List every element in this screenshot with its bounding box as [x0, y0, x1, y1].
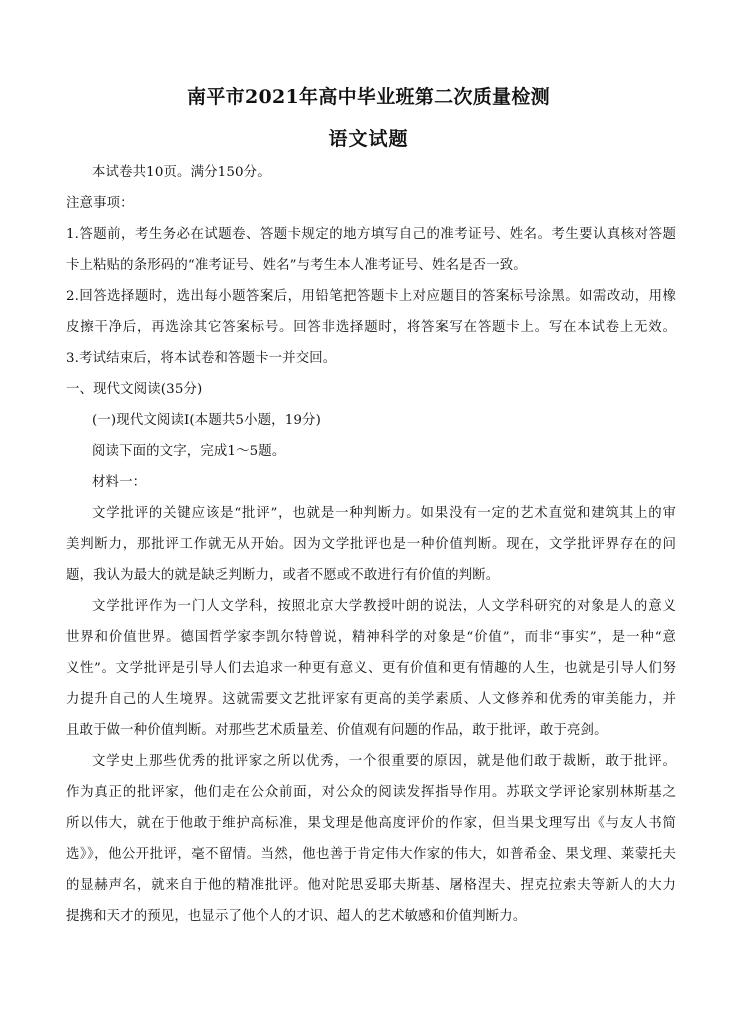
notice-line: 1.答题前，考生务必在试题卷、答题卡规定的地方填写自己的准考证号、姓名。考生要认真核对答题 — [66, 227, 676, 242]
paragraph-line: 文学批评作为一门人文学科，按照北京大学教授叶朗的说法，人文学科研究的对象是人的意义 — [92, 599, 676, 614]
paragraph-line: 且敢于做一种价值判断。对那些艺术质量差、价值观有问题的作品，敢于批评，敢于亮剑。 — [66, 723, 608, 738]
paragraph-line: 义性”。文学批评是引导人们去追求一种更有意义、更有价值和更有情趣的人生，也就是引导人们努 — [66, 661, 676, 676]
paragraph-line: 美判断力，那批评工作就无从开始。因为文学批评也是一种价值判断。现在，文学批评界存在的问 — [66, 537, 676, 552]
paragraph-line: 作为真正的批评家，他们走在公众前面，对公众的阅读发挥指导作用。苏联文学评论家别林斯基之 — [66, 785, 676, 800]
notice-line: 3.考试结束后，将本试卷和答题卡一并交回。 — [66, 351, 337, 366]
exam-intro: 本试卷共10页。满分150分。 — [92, 165, 271, 180]
material-label: 材料一： — [92, 475, 147, 490]
subsection-heading: (一)现代文阅读I(本题共5小题，19分) — [92, 413, 321, 428]
paragraph-line: 选》》，他公开批评，毫不留情。当然，他也善于肯定伟大作家的伟大，如普希金、果戈理、莱蒙托夫 — [66, 847, 676, 862]
notice-line: 2.回答选择题时，选出每小题答案后，用铅笔把答题卡上对应题目的答案标号涂黑。如需改动，用橡 — [66, 289, 676, 304]
paragraph-line: 力提升自己的人生境界。这就需要文艺批评家有更高的美学素质、人文修养和优秀的审美能力，并 — [66, 692, 676, 707]
paragraph-line: 题，我认为最大的就是缺乏判断力，或者不愿或不敢进行有价值的判断。 — [66, 568, 500, 583]
paragraph-line: 的显赫声名，就来自于他的精准批评。他对陀思妥耶夫斯基、屠格涅夫、捏克拉索夫等新人的大力 — [66, 878, 676, 893]
exam-subtitle: 语文试题 — [328, 128, 409, 150]
paragraph-line: 世界和价值世界。德国哲学家李凯尔特曾说，精神科学的对象是“价值”，而非“事实”，是一种“意 — [66, 630, 676, 645]
reading-instruction: 阅读下面的文字，完成1～5题。 — [92, 444, 286, 459]
section-heading: 一、现代文阅读(35分) — [66, 382, 203, 397]
notice-line: 卡上粘贴的条形码的“准考证号、姓名”与考生本人准考证号、姓名是否一致。 — [66, 258, 527, 273]
exam-title: 南平市2021年高中毕业班第二次质量检测 — [187, 86, 550, 108]
notice-heading: 注意事项： — [66, 196, 134, 211]
notice-line: 皮擦干净后，再选涂其它答案标号。回答非选择题时，将答案写在答题卡上。写在本试卷上无效。 — [66, 320, 676, 335]
paragraph-line: 文学史上那些优秀的批评家之所以优秀，一个很重要的原因，就是他们敢于裁断，敢于批评。 — [92, 754, 676, 769]
paragraph-line: 文学批评的关键应该是“批评”，也就是一种判断力。如果没有一定的艺术直觉和建筑其上的审 — [92, 506, 676, 521]
paragraph-line: 所以伟大，就在于他敢于维护高标准，果戈理是他高度评价的作家，但当果戈理写出《与友人书简 — [66, 816, 676, 831]
paragraph-line: 提携和天才的预见，也显示了他个人的才识、超人的艺术敏感和价值判断力。 — [66, 909, 527, 924]
